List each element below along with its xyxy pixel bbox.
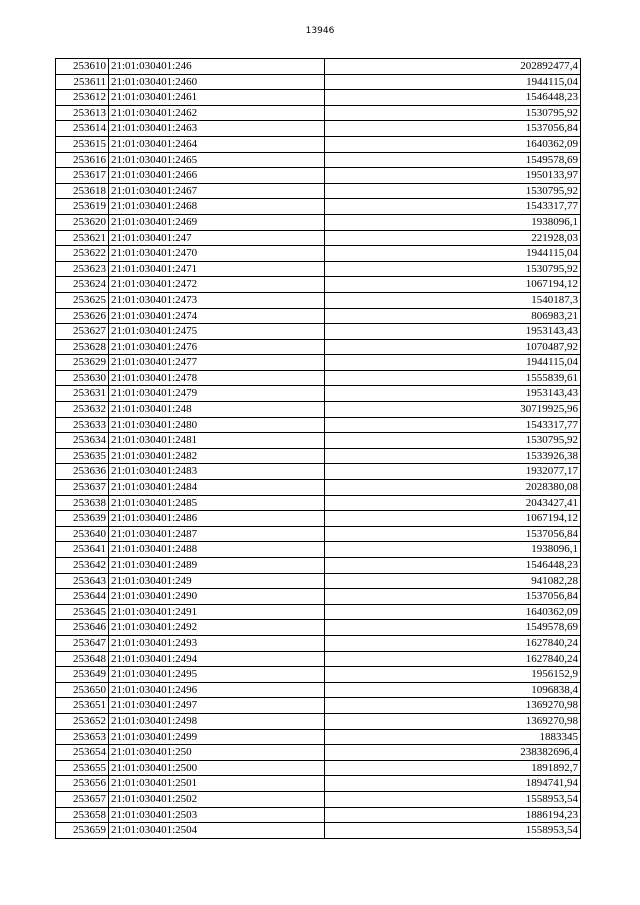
table-row (56, 823, 581, 839)
cadastral-value-cell: 1546448,23 (325, 558, 581, 574)
row-number-cell: 253636 (56, 464, 109, 480)
row-number-cell: 253646 (56, 620, 109, 636)
cadastral-value-cell: 1938096,1 (325, 214, 581, 230)
cadastral-number-cell: 21:01:030401:2497 (109, 698, 325, 714)
table-row (56, 604, 581, 620)
row-number-cell: 253658 (56, 807, 109, 823)
table-body (56, 59, 581, 839)
row-number-cell: 253649 (56, 667, 109, 683)
cadastral-number-cell: 21:01:030401:247 (109, 230, 325, 246)
row-number-cell: 253635 (56, 448, 109, 464)
row-number-cell: 253640 (56, 526, 109, 542)
cadastral-value-cell: 1530795,92 (325, 433, 581, 449)
cadastral-value-cell: 1096838,4 (325, 682, 581, 698)
cadastral-number-cell: 21:01:030401:2495 (109, 667, 325, 683)
table-row (56, 682, 581, 698)
row-number-cell: 253654 (56, 745, 109, 761)
cadastral-number-cell: 21:01:030401:2467 (109, 183, 325, 199)
cadastral-number-cell: 21:01:030401:2502 (109, 791, 325, 807)
table-row (56, 433, 581, 449)
cadastral-number-cell: 21:01:030401:2501 (109, 776, 325, 792)
table-row (56, 558, 581, 574)
page-number: 13946 (305, 26, 335, 36)
cadastral-value-cell: 941082,28 (325, 573, 581, 589)
cadastral-number-cell: 21:01:030401:2503 (109, 807, 325, 823)
cadastral-number-cell: 21:01:030401:2498 (109, 713, 325, 729)
cadastral-value-cell: 202892477,4 (325, 59, 581, 75)
cadastral-number-cell: 21:01:030401:2465 (109, 152, 325, 168)
cadastral-number-cell: 21:01:030401:2476 (109, 339, 325, 355)
cadastral-value-cell: 1944115,04 (325, 246, 581, 262)
cadastral-value-cell: 1369270,98 (325, 713, 581, 729)
row-number-cell: 253619 (56, 199, 109, 215)
cadastral-number-cell: 21:01:030401:2499 (109, 729, 325, 745)
row-number-cell: 253651 (56, 698, 109, 714)
table-row (56, 526, 581, 542)
cadastral-number-cell: 21:01:030401:2484 (109, 480, 325, 496)
table-row (56, 230, 581, 246)
row-number-cell: 253611 (56, 74, 109, 90)
row-number-cell: 253624 (56, 277, 109, 293)
cadastral-value-cell: 238382696,4 (325, 745, 581, 761)
row-number-cell: 253617 (56, 168, 109, 184)
cadastral-value-cell: 1627840,24 (325, 651, 581, 667)
cadastral-number-cell: 21:01:030401:2496 (109, 682, 325, 698)
cadastral-number-cell: 21:01:030401:2480 (109, 417, 325, 433)
cadastral-value-cell: 1956152,9 (325, 667, 581, 683)
cadastral-value-cell: 1070487,92 (325, 339, 581, 355)
cadastral-number-cell: 21:01:030401:2471 (109, 261, 325, 277)
row-number-cell: 253659 (56, 823, 109, 839)
cadastral-number-cell: 21:01:030401:2483 (109, 464, 325, 480)
table-row (56, 776, 581, 792)
table-row (56, 199, 581, 215)
cadastral-value-cell: 1894741,94 (325, 776, 581, 792)
cadastral-number-cell: 21:01:030401:250 (109, 745, 325, 761)
row-number-cell: 253657 (56, 791, 109, 807)
table-row (56, 620, 581, 636)
row-number-cell: 253639 (56, 511, 109, 527)
cadastral-value-cell: 1549578,69 (325, 152, 581, 168)
cadastral-value-cell: 1537056,84 (325, 121, 581, 137)
cadastral-value-cell: 1549578,69 (325, 620, 581, 636)
table-row (56, 152, 581, 168)
row-number-cell: 253632 (56, 402, 109, 418)
table-row (56, 261, 581, 277)
cadastral-value-cell: 1886194,23 (325, 807, 581, 823)
row-number-cell: 253652 (56, 713, 109, 729)
cadastral-value-cell: 1640362,09 (325, 136, 581, 152)
row-number-cell: 253653 (56, 729, 109, 745)
row-number-cell: 253610 (56, 59, 109, 75)
cadastral-number-cell: 21:01:030401:2487 (109, 526, 325, 542)
cadastral-value-cell: 1891892,7 (325, 760, 581, 776)
cadastral-number-cell: 21:01:030401:2481 (109, 433, 325, 449)
row-number-cell: 253631 (56, 386, 109, 402)
cadastral-value-cell: 2043427,41 (325, 495, 581, 511)
cadastral-number-cell: 21:01:030401:2494 (109, 651, 325, 667)
cadastral-number-cell: 21:01:030401:2491 (109, 604, 325, 620)
cadastral-value-cell: 1944115,04 (325, 74, 581, 90)
row-number-cell: 253628 (56, 339, 109, 355)
row-number-cell: 253625 (56, 292, 109, 308)
row-number-cell: 253620 (56, 214, 109, 230)
cadastral-value-cell: 1537056,84 (325, 589, 581, 605)
table-row (56, 651, 581, 667)
table-row (56, 370, 581, 386)
row-number-cell: 253616 (56, 152, 109, 168)
table-row (56, 745, 581, 761)
cadastral-value-cell: 1953143,43 (325, 324, 581, 340)
table-row (56, 495, 581, 511)
cadastral-value-cell: 1558953,54 (325, 823, 581, 839)
row-number-cell: 253627 (56, 324, 109, 340)
cadastral-number-cell: 21:01:030401:2488 (109, 542, 325, 558)
cadastral-value-cell: 1067194,12 (325, 511, 581, 527)
cadastral-number-cell: 21:01:030401:2466 (109, 168, 325, 184)
cadastral-value-cell: 1543317,77 (325, 417, 581, 433)
table-row (56, 480, 581, 496)
row-number-cell: 253655 (56, 760, 109, 776)
table-row (56, 136, 581, 152)
row-number-cell: 253642 (56, 558, 109, 574)
cadastral-value-cell: 1883345 (325, 729, 581, 745)
cadastral-number-cell: 21:01:030401:2462 (109, 105, 325, 121)
table-row (56, 713, 581, 729)
cadastral-value-cell: 1530795,92 (325, 183, 581, 199)
cadastral-value-cell: 2028380,08 (325, 480, 581, 496)
row-number-cell: 253641 (56, 542, 109, 558)
table-row (56, 386, 581, 402)
cadastral-number-cell: 21:01:030401:2492 (109, 620, 325, 636)
table-row (56, 74, 581, 90)
table-row (56, 448, 581, 464)
cadastral-number-cell: 21:01:030401:2474 (109, 308, 325, 324)
row-number-cell: 253656 (56, 776, 109, 792)
cadastral-value-cell: 1953143,43 (325, 386, 581, 402)
table-row (56, 292, 581, 308)
cadastral-value-cell: 221928,03 (325, 230, 581, 246)
table-row (56, 277, 581, 293)
cadastral-value-cell: 1530795,92 (325, 261, 581, 277)
row-number-cell: 253618 (56, 183, 109, 199)
table-row (56, 635, 581, 651)
row-number-cell: 253630 (56, 370, 109, 386)
cadastral-value-cell: 1546448,23 (325, 90, 581, 106)
cadastral-number-cell: 21:01:030401:2469 (109, 214, 325, 230)
cadastral-number-cell: 21:01:030401:2504 (109, 823, 325, 839)
table-row (56, 339, 581, 355)
table-row (56, 667, 581, 683)
row-number-cell: 253626 (56, 308, 109, 324)
table-row (56, 464, 581, 480)
table-row (56, 246, 581, 262)
cadastral-number-cell: 21:01:030401:2472 (109, 277, 325, 293)
row-number-cell: 253638 (56, 495, 109, 511)
cadastral-value-cell: 1938096,1 (325, 542, 581, 558)
row-number-cell: 253612 (56, 90, 109, 106)
cadastral-number-cell: 21:01:030401:2486 (109, 511, 325, 527)
cadastral-number-cell: 21:01:030401:2489 (109, 558, 325, 574)
row-number-cell: 253644 (56, 589, 109, 605)
table-row (56, 214, 581, 230)
row-number-cell: 253637 (56, 480, 109, 496)
table-row (56, 105, 581, 121)
cadastral-value-cell: 1627840,24 (325, 635, 581, 651)
cadastral-value-cell: 1067194,12 (325, 277, 581, 293)
table-row (56, 729, 581, 745)
table-row (56, 324, 581, 340)
table-row (56, 698, 581, 714)
cadastral-number-cell: 21:01:030401:2460 (109, 74, 325, 90)
row-number-cell: 253629 (56, 355, 109, 371)
table-row (56, 121, 581, 137)
cadastral-number-cell: 21:01:030401:2493 (109, 635, 325, 651)
cadastral-value-cell: 1369270,98 (325, 698, 581, 714)
cadastral-number-cell: 21:01:030401:2500 (109, 760, 325, 776)
cadastral-number-cell: 21:01:030401:2463 (109, 121, 325, 137)
cadastral-number-cell: 21:01:030401:2470 (109, 246, 325, 262)
row-number-cell: 253643 (56, 573, 109, 589)
row-number-cell: 253622 (56, 246, 109, 262)
cadastral-value-cell: 1558953,54 (325, 791, 581, 807)
row-number-cell: 253633 (56, 417, 109, 433)
table-row (56, 417, 581, 433)
cadastral-number-cell: 21:01:030401:2475 (109, 324, 325, 340)
row-number-cell: 253614 (56, 121, 109, 137)
cadastral-value-cell: 30719925,96 (325, 402, 581, 418)
row-number-cell: 253645 (56, 604, 109, 620)
cadastral-number-cell: 21:01:030401:2482 (109, 448, 325, 464)
table-row (56, 59, 581, 75)
cadastral-value-cell: 806983,21 (325, 308, 581, 324)
cadastral-number-cell: 21:01:030401:2479 (109, 386, 325, 402)
table-row (56, 542, 581, 558)
cadastral-value-cell: 1537056,84 (325, 526, 581, 542)
row-number-cell: 253648 (56, 651, 109, 667)
cadastral-number-cell: 21:01:030401:2461 (109, 90, 325, 106)
row-number-cell: 253623 (56, 261, 109, 277)
cadastral-value-table (55, 58, 581, 839)
table-row (56, 573, 581, 589)
cadastral-number-cell: 21:01:030401:2477 (109, 355, 325, 371)
cadastral-value-cell: 1944115,04 (325, 355, 581, 371)
row-number-cell: 253615 (56, 136, 109, 152)
table-row (56, 760, 581, 776)
row-number-cell: 253613 (56, 105, 109, 121)
cadastral-number-cell: 21:01:030401:2478 (109, 370, 325, 386)
table-row (56, 90, 581, 106)
table-row (56, 402, 581, 418)
table-row (56, 183, 581, 199)
cadastral-number-cell: 21:01:030401:246 (109, 59, 325, 75)
cadastral-value-cell: 1640362,09 (325, 604, 581, 620)
cadastral-value-cell: 1530795,92 (325, 105, 581, 121)
cadastral-value-cell: 1555839,61 (325, 370, 581, 386)
cadastral-value-cell: 1533926,38 (325, 448, 581, 464)
cadastral-value-cell: 1540187,3 (325, 292, 581, 308)
table-row (56, 589, 581, 605)
row-number-cell: 253647 (56, 635, 109, 651)
cadastral-value-cell: 1950133,97 (325, 168, 581, 184)
cadastral-number-cell: 21:01:030401:249 (109, 573, 325, 589)
cadastral-number-cell: 21:01:030401:2468 (109, 199, 325, 215)
table-row (56, 791, 581, 807)
table-row (56, 355, 581, 371)
cadastral-number-cell: 21:01:030401:2464 (109, 136, 325, 152)
cadastral-number-cell: 21:01:030401:2473 (109, 292, 325, 308)
table-row (56, 308, 581, 324)
cadastral-number-cell: 21:01:030401:248 (109, 402, 325, 418)
table-row (56, 511, 581, 527)
row-number-cell: 253650 (56, 682, 109, 698)
row-number-cell: 253621 (56, 230, 109, 246)
cadastral-value-cell: 1543317,77 (325, 199, 581, 215)
row-number-cell: 253634 (56, 433, 109, 449)
table-row (56, 807, 581, 823)
cadastral-number-cell: 21:01:030401:2490 (109, 589, 325, 605)
cadastral-value-cell: 1932077,17 (325, 464, 581, 480)
table-row (56, 168, 581, 184)
cadastral-number-cell: 21:01:030401:2485 (109, 495, 325, 511)
